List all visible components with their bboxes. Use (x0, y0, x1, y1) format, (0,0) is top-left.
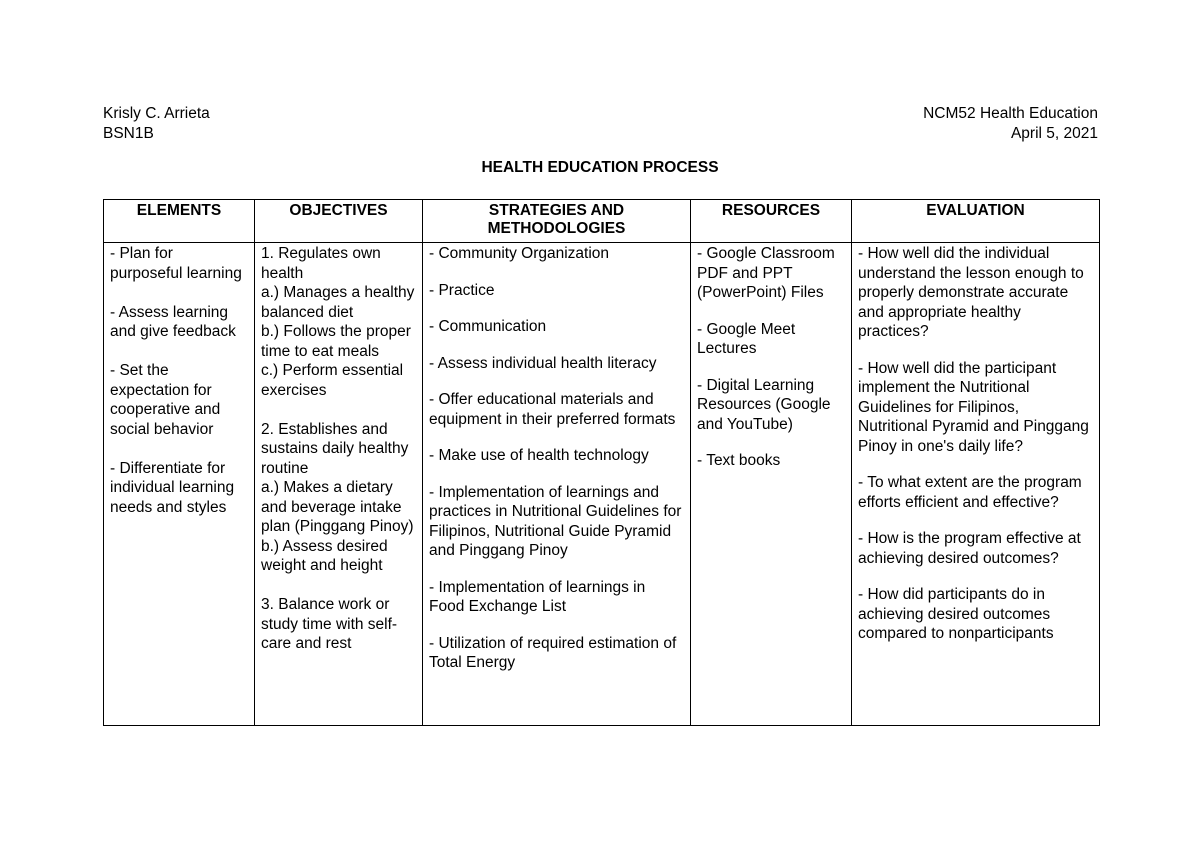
list-item: - Implementation of learnings and practices in Nutritional Guidelines for Filipinos, Nutritional Guide Pyramid and Pinggang Pinoy (429, 483, 682, 559)
list-item: - Differentiate for individual learning needs and styles (110, 459, 235, 516)
column-header-resources: RESOURCES (691, 200, 852, 243)
list-item: - To what extent are the program efforts efficient and effective? (858, 474, 1082, 511)
list-item: - Make use of health technology (429, 447, 649, 464)
evaluation-cell (852, 243, 1100, 726)
document-date: April 5, 2021 (1010, 125, 1098, 142)
health-education-table (103, 199, 1100, 726)
list-item: - Assess learning and give feedback (110, 303, 236, 340)
list-item: - Set the expectation for cooperative and social behavior (110, 362, 221, 438)
student-name: Krisly C. Arrieta (103, 105, 210, 122)
list-item: - Practice (429, 281, 495, 299)
list-item: - Implementation of learnings in Food Exchange List (429, 578, 646, 615)
objective-main: 1. Regulates own health (261, 245, 381, 282)
list-item: - Communication (429, 318, 547, 335)
column-header-objectives: OBJECTIVES (255, 200, 423, 243)
objective-group (261, 244, 416, 400)
objective-sub: b.) Assess desired weight and height (261, 537, 388, 574)
document-title: HEALTH EDUCATION PROCESS (481, 159, 719, 176)
list-item: - How well did the individual understand the lesson enough to properly demonstrate accurate and appropriate healthy practices? (858, 245, 1084, 340)
list-item: - How did participants do in achieving desired outcomes compared to nonparticipants (858, 586, 1054, 642)
list-item: - Offer educational materials and equipment in their preferred formats (429, 391, 676, 428)
objectives-cell (255, 243, 423, 726)
list-item: - Google Classroom PDF and PPT (PowerPoint) Files (697, 245, 835, 301)
objective-sub: b.) Follows the proper time to eat meals (261, 323, 411, 360)
objective-main: 2. Establishes and sustains daily healthy routine (261, 420, 409, 477)
objective-group (261, 595, 416, 654)
list-item: - Plan for purposeful learning (110, 245, 242, 282)
column-header-elements: ELEMENTS (104, 200, 255, 243)
objective-sub: a.) Manages a healthy balanced diet (261, 284, 415, 321)
objective-main: 3. Balance work or study time with self-care and rest (261, 596, 398, 652)
table-row (104, 243, 1100, 726)
elements-cell (104, 243, 255, 726)
column-header-evaluation: EVALUATION (852, 200, 1100, 243)
student-info (103, 104, 210, 144)
list-item: - Text books (697, 452, 781, 469)
objective-group (261, 420, 416, 576)
student-section: BSN1B (103, 125, 154, 142)
strategies-cell (423, 243, 691, 726)
list-item: - Google Meet Lectures (697, 320, 796, 357)
course-name: NCM52 Health Education (923, 105, 1098, 122)
objective-sub: c.) Perform essential exercises (261, 362, 404, 399)
course-info (923, 104, 1098, 144)
objective-sub: a.) Makes a dietary and beverage intake plan (Pinggang Pinoy) (261, 479, 414, 535)
resources-cell (691, 243, 852, 726)
column-header-strategies: STRATEGIES AND METHODOLOGIES (423, 200, 691, 243)
list-item: - Digital Learning Resources (Google and YouTube) (697, 376, 831, 433)
list-item: - Assess individual health literacy (429, 354, 657, 372)
list-item: - Utilization of required estimation of Total Energy (429, 634, 677, 671)
list-item: - How is the program effective at achieving desired outcomes? (858, 530, 1081, 567)
table-header-row (104, 200, 1100, 243)
list-item: - How well did the participant implement the Nutritional Guidelines for Filipinos, Nutritional Pyramid and Pinggang Pinoy in one's daily life? (858, 359, 1089, 455)
list-item: - Community Organization (429, 245, 610, 262)
